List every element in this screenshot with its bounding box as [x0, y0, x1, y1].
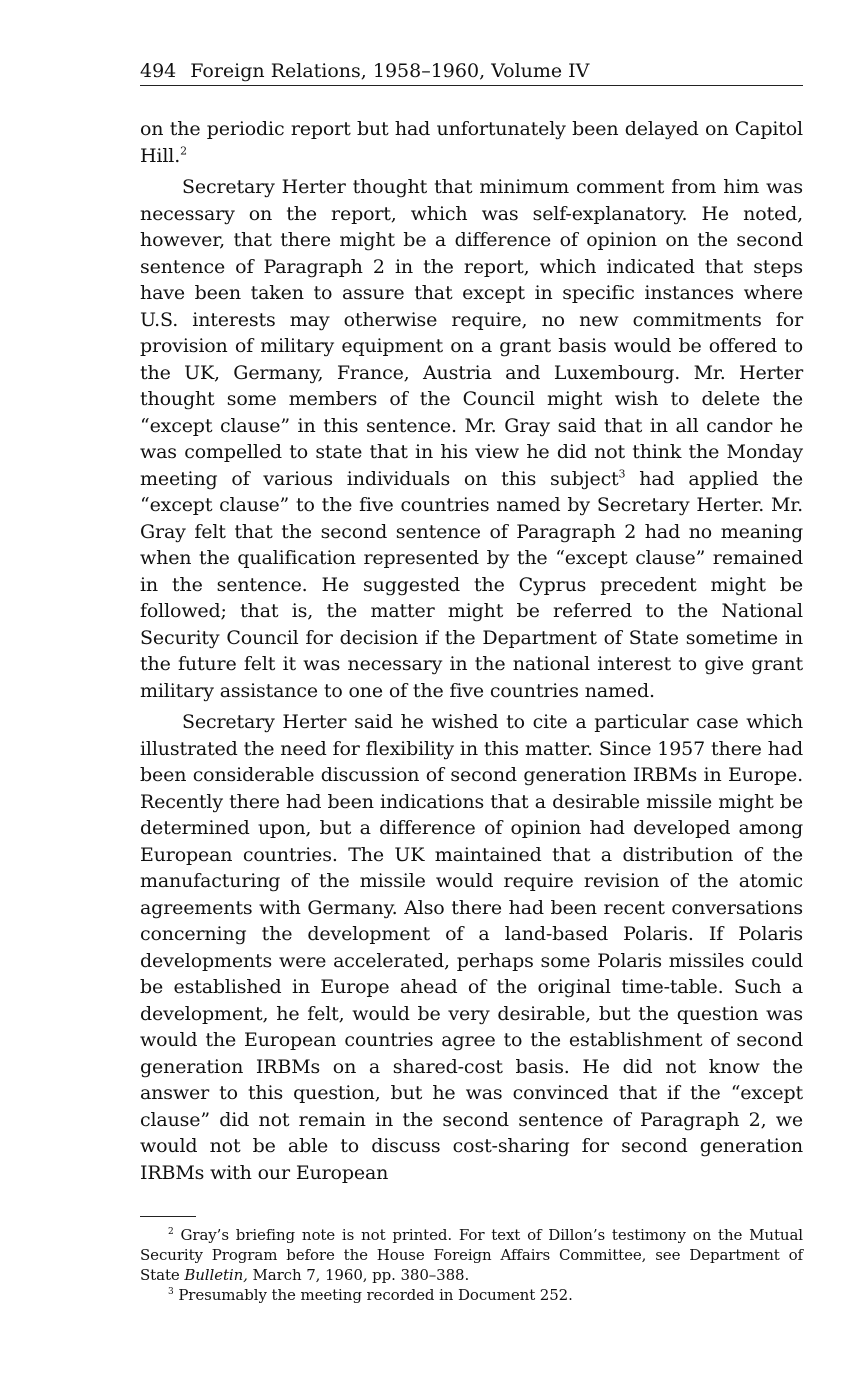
footnote-marker: 3: [168, 1287, 174, 1297]
footnote-ref: 3: [618, 467, 626, 481]
paragraph: [140, 709, 803, 1186]
paragraph-text: had applied the “except clause” to the five countries named by Secretary Herter. Mr. Gray felt that the second sentence of Paragraph 2 had no meaning when the qualification represented by the “except clause” remained in the sentence. He suggested the Cyprus precedent might be followed; that is, the matter might be referred to the National Security Council for decision if the Department of State sometime in the future felt it was necessary in the national interest to give grant military assistance to one of the five countries named.: [140, 467, 803, 702]
footnote: [140, 1285, 803, 1305]
running-title: Foreign Relations, 1958–1960, Volume IV: [190, 60, 590, 82]
running-header: [140, 58, 803, 86]
paragraph: [140, 174, 803, 704]
footnote-divider: [140, 1216, 196, 1217]
page-number: 494: [140, 60, 177, 82]
body-text: [140, 116, 803, 1186]
paragraph-text: on the periodic report but had unfortunately been delayed on Capitol Hill.: [140, 118, 803, 167]
footnotes: [140, 1225, 803, 1305]
paragraph-text: Secretary Herter said he wished to cite a particular case which illustrated the need for flexibility in this matter. Since 1957 there had been considerable discussion of second generation IRBMs in Europe. Recently there had been indications that a desirable missile might be determined upon, but a difference of opinion had developed among European countries. The UK maintained that a distribution of the manufacturing of the missile would require revision of the atomic agreements with Germany. Also there had been recent conversations concerning the development of a land-based Polaris. If Polaris developments were accelerated, perhaps some Polaris missiles could be established in Europe ahead of the original time-table. Such a development, he felt, would be very desirable, but the question was would the European countries agree to the establishment of second generation IRBMs on a shared-cost basis. He did not know the answer to this question, but he was convinced that if the “except clause” did not remain in the second sentence of Paragraph 2, we would not be able to discuss cost-sharing for second generation IRBMs with our European: [140, 711, 803, 1184]
footnote-italic-title: Bulletin,: [184, 1266, 248, 1284]
document-page: [140, 58, 803, 1305]
paragraph-continuation: [140, 116, 803, 169]
paragraph-text: Secretary Herter thought that minimum comment from him was necessary on the report, which was self-explanatory. He noted, however, that there might be a difference of opinion on the second sentence of Paragraph 2 in the report, which indicated that steps have been taken to assure that except in specific instances where U.S. interests may otherwise require, no new commitments for provision of military equipment on a grant basis would be offered to the UK, Germany, France, Austria and Luxembourg. Mr. Herter thought some members of the Council might wish to delete the “except clause” in this sentence. Mr. Gray said that in all candor he was compelled to state that in his view he did not think the Monday meeting of various individuals on this subject: [140, 176, 803, 490]
footnote-text: Presumably the meeting recorded in Document 252.: [178, 1286, 573, 1304]
footnote-ref: 2: [180, 144, 187, 158]
footnote-marker: 2: [168, 1227, 174, 1237]
footnote-text: March 7, 1960, pp. 380–388.: [247, 1266, 470, 1284]
footnote: [140, 1225, 803, 1285]
footnote-text: Gray’s briefing note is not printed. For text of Dillon’s testimony on the Mutual Security Program before the House Foreign Affairs Committee, see Department of State: [140, 1226, 803, 1284]
